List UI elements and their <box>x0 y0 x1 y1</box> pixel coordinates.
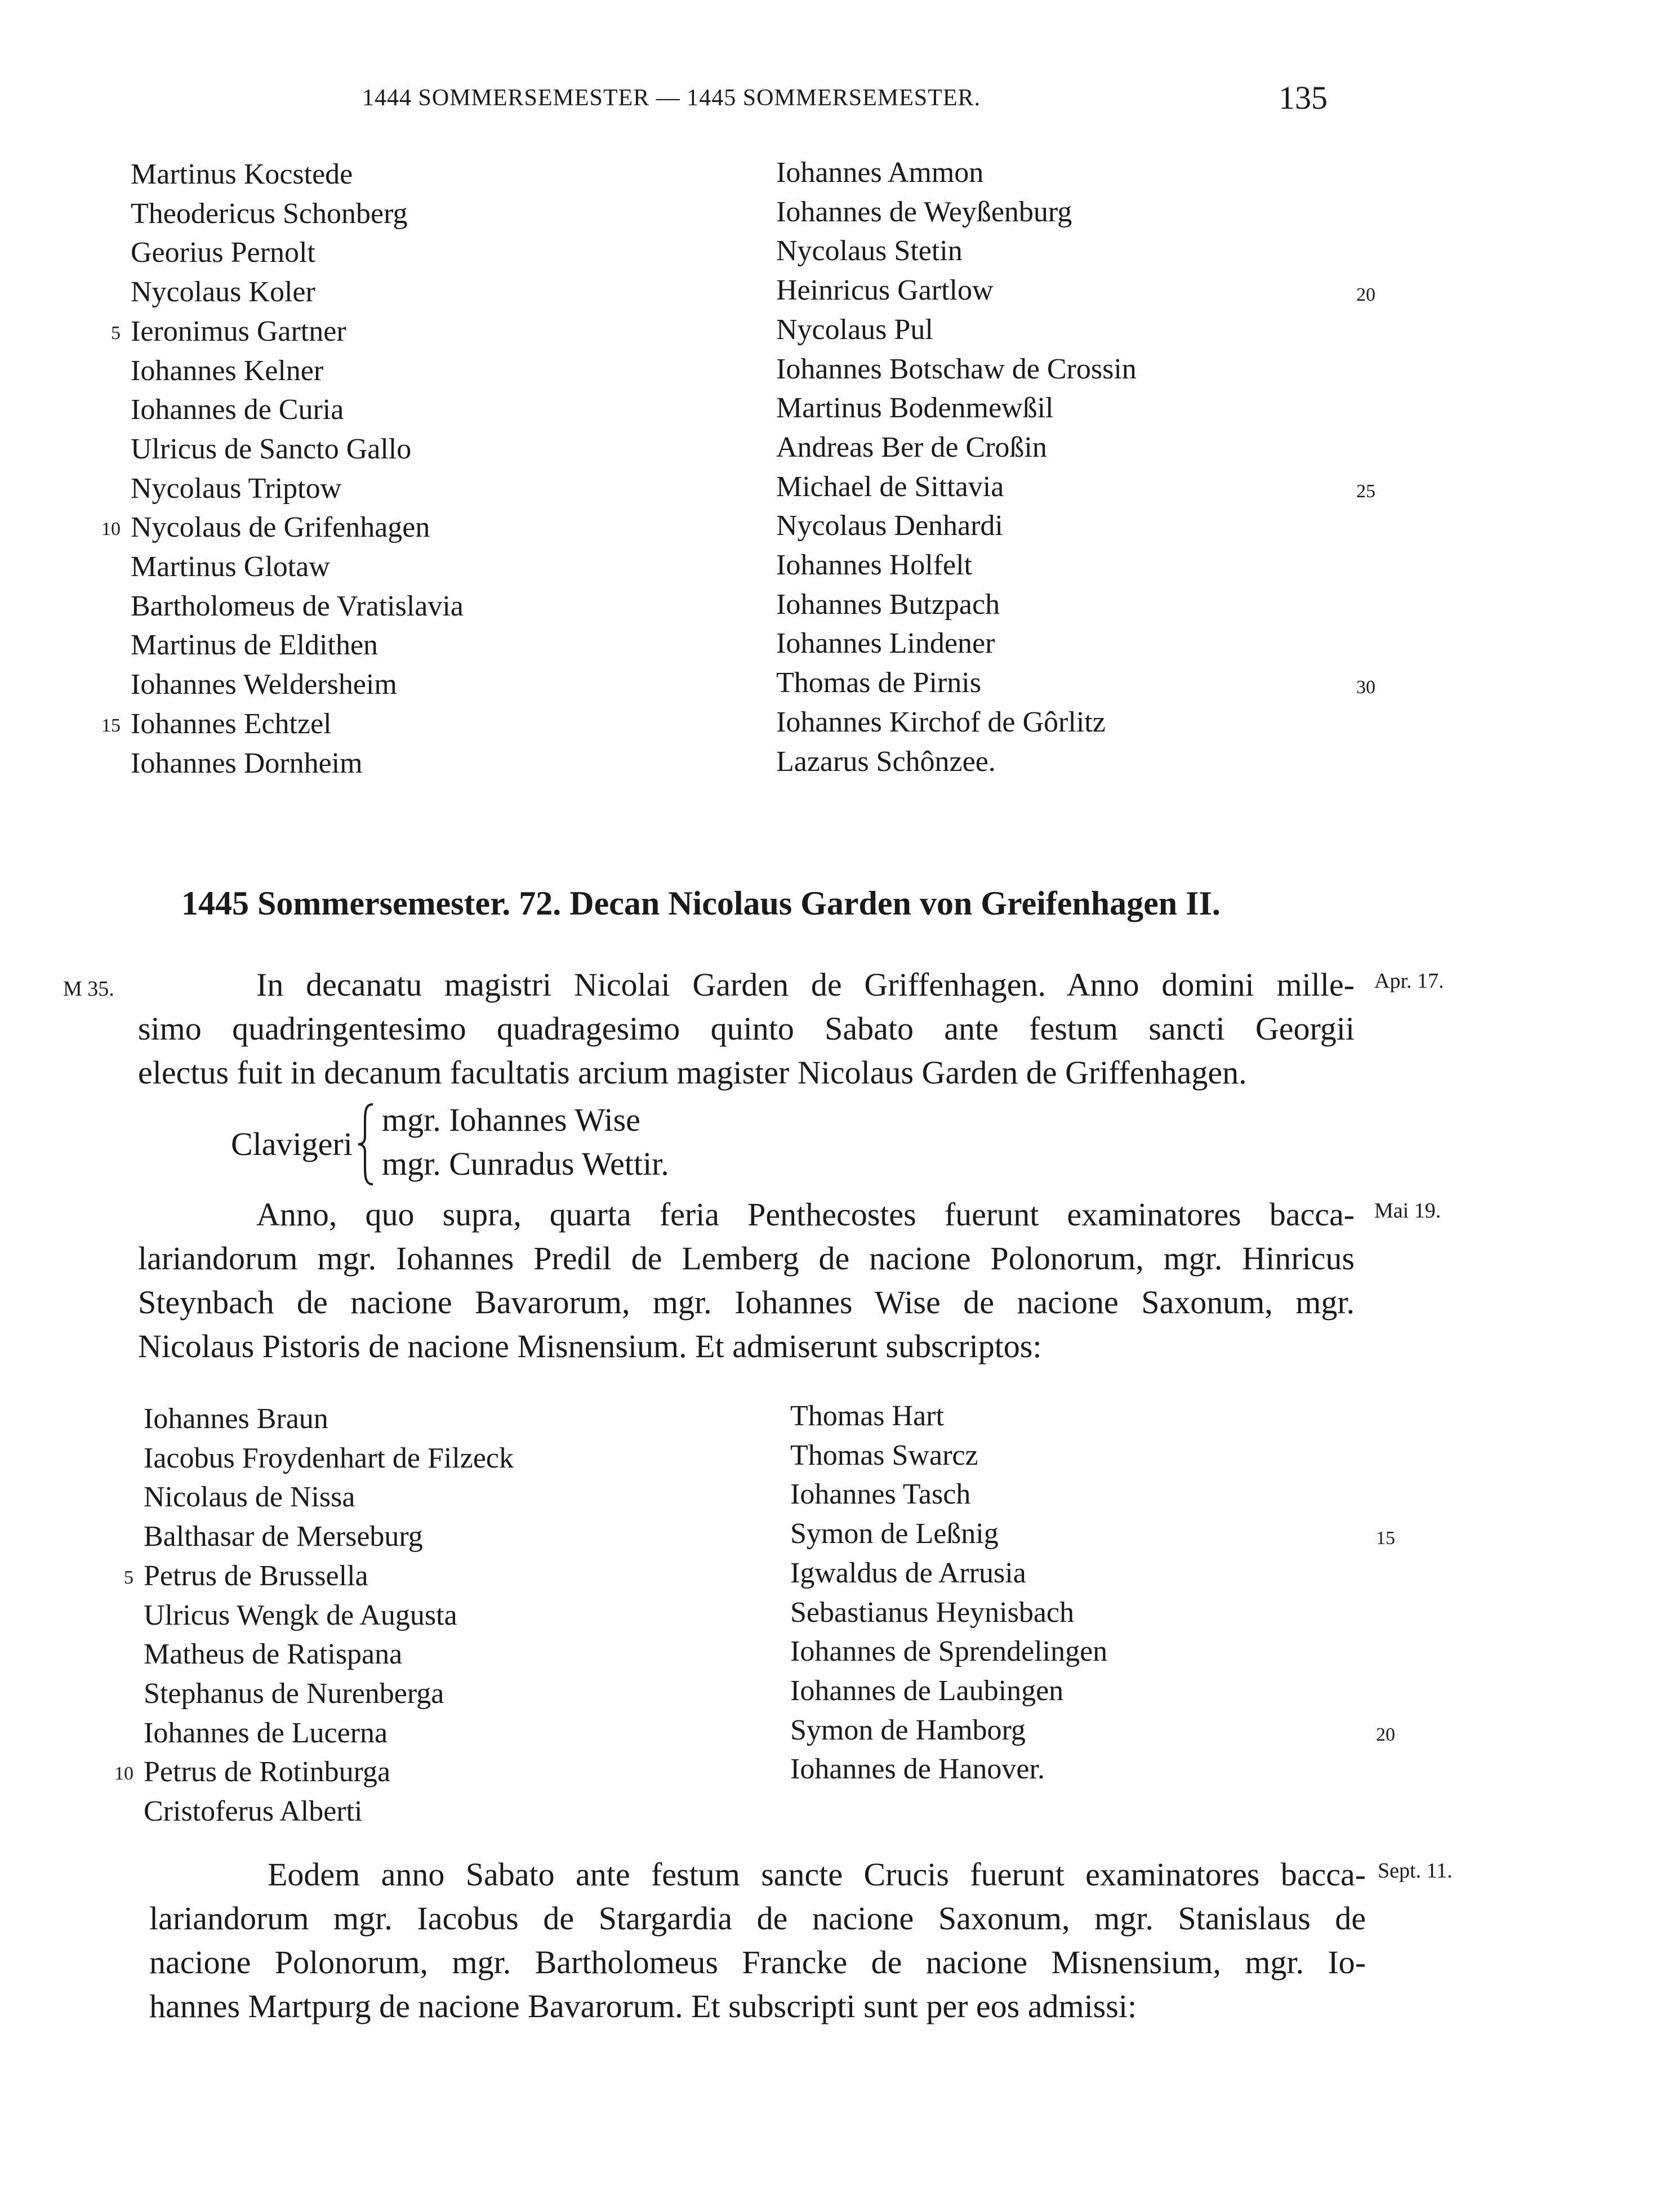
paragraph-line: hannes Martpurg de nacione Bavarorum. Et subscripti sunt per eos admissi: <box>149 1988 1137 2024</box>
name-text: Iohannes Kirchof de Gôrlitz <box>776 706 1106 738</box>
name-text: Nicolaus de Nissa <box>144 1481 355 1514</box>
name-text: Iohannes de Hanover. <box>790 1753 1045 1786</box>
list1-left-column <box>101 155 464 783</box>
line-number: 20 <box>1356 284 1375 306</box>
name-entry <box>144 1517 514 1557</box>
name-entry <box>790 1711 1395 1750</box>
name-text: Iohannes de Lucerna <box>144 1716 388 1749</box>
clavigeri-name: mgr. Cunradus Wettir. <box>382 1145 669 1182</box>
name-text: Balthasar de Merseburg <box>144 1520 423 1553</box>
paragraph-election <box>138 963 1355 1095</box>
name-text: Martinus Glotaw <box>131 551 330 583</box>
name-text: Ieronimus Gartner <box>131 315 346 347</box>
name-text: Nycolaus Denhardi <box>776 510 1003 542</box>
paragraph-line: Nicolaus Pistoris de nacione Misnensium. Et admiserunt subscriptos: <box>138 1328 1042 1364</box>
name-entry <box>790 1514 1395 1554</box>
name-text: Iohannes Lindener <box>776 627 995 660</box>
margin-date-apr: Apr. 17. <box>1374 969 1444 993</box>
name-text: Stephanus de Nurenberga <box>144 1677 444 1710</box>
name-text: Iacobus Froydenhart de Filzeck <box>144 1442 514 1474</box>
name-text: Nycolaus Pul <box>776 313 933 346</box>
paragraph-line: Eodem anno Sabato ante festum sancte Crucis fuerunt examinatores bacca- <box>268 1856 1366 1893</box>
list2-left-column <box>114 1399 514 1831</box>
name-text: Iohannes Echtzel <box>131 707 332 740</box>
list1-right-column <box>776 153 1375 781</box>
name-entry <box>776 663 1375 703</box>
name-text: Iohannes Holfelt <box>776 549 973 582</box>
name-text: Theodericus Schonberg <box>131 197 408 230</box>
name-text: Iohannes Dornheim <box>131 747 363 779</box>
name-entry <box>790 1671 1107 1711</box>
name-entry <box>131 665 464 704</box>
name-entry <box>776 153 1137 193</box>
name-entry <box>790 1593 1107 1633</box>
name-text: Nycolaus Stetin <box>776 235 963 267</box>
name-entry <box>776 310 1137 350</box>
clavigeri-label: Clavigeri <box>231 1126 353 1162</box>
name-entry <box>131 744 464 783</box>
name-entry <box>131 626 464 665</box>
name-entry <box>776 506 1137 546</box>
paragraph-line: electus fuit in decanum facultatis arcium magister Nicolaus Garden de Griffenhagen. <box>138 1054 1247 1091</box>
line-number: 20 <box>1376 1724 1395 1745</box>
name-text: Michael de Sittavia <box>776 470 1004 503</box>
line-number: 10 <box>101 519 121 540</box>
line-number: 15 <box>1376 1528 1395 1549</box>
paragraph-line: lariandorum mgr. Iohannes Predil de Lemberg de nacione Polonorum, mgr. Hinricus <box>138 1240 1355 1277</box>
name-text: Martinus Bodenmewßil <box>776 392 1054 425</box>
paragraph-line: Anno, quo supra, quarta feria Penthecostes fuerunt examinatores bacca- <box>256 1196 1355 1233</box>
name-text: Iohannes de Curia <box>131 394 344 426</box>
name-entry <box>776 467 1375 507</box>
name-entry <box>144 1478 514 1517</box>
name-text: Thomas Swarcz <box>790 1439 978 1471</box>
name-text: Martinus Kocstede <box>131 158 353 190</box>
name-text: Symon de Leßnig <box>790 1518 999 1550</box>
name-entry <box>790 1750 1107 1789</box>
name-entry <box>144 1792 514 1831</box>
name-entry <box>131 233 464 273</box>
name-text: Igwaldus de Arrusia <box>790 1557 1026 1589</box>
name-text: Iohannes Botschaw de Crossin <box>776 353 1137 385</box>
name-entry <box>111 312 464 351</box>
name-entry <box>790 1554 1107 1593</box>
line-number: 5 <box>111 322 121 344</box>
running-head: 1444 SOMMERSEMESTER — 1445 SOMMERSEMESTER. <box>362 85 981 111</box>
margin-date-sept: Sept. 11. <box>1378 1859 1453 1883</box>
clavigeri-name: mgr. Iohannes Wise <box>382 1101 640 1138</box>
paragraph-line: simo quadringentesimo quadragesimo quinto Sabato ante festum sancti Georgii <box>138 1010 1355 1047</box>
name-text: Ulricus Wengk de Augusta <box>144 1599 457 1631</box>
page-number: 135 <box>1279 79 1328 116</box>
name-entry <box>790 1397 1107 1436</box>
name-entry <box>131 587 464 626</box>
name-entry <box>124 1557 514 1596</box>
name-entry <box>144 1714 514 1753</box>
name-text: Ulricus de Sancto Gallo <box>131 432 412 465</box>
name-entry <box>776 428 1137 467</box>
name-entry <box>790 1632 1107 1671</box>
name-entry <box>144 1635 514 1674</box>
name-text: Iohannes de Sprendelingen <box>790 1635 1108 1668</box>
name-text: Sebastianus Heynisbach <box>790 1596 1075 1629</box>
name-text: Lazarus Schônzee. <box>776 745 996 778</box>
name-text: Iohannes de Weyßenburg <box>776 195 1072 228</box>
paragraph-examiners <box>138 1193 1355 1368</box>
name-entry <box>144 1596 514 1635</box>
name-text: Nycolaus de Grifenhagen <box>131 511 430 544</box>
name-entry <box>101 508 464 547</box>
name-entry <box>776 389 1137 428</box>
name-text: Matheus de Ratispana <box>144 1638 403 1671</box>
paragraph-line: lariandorum mgr. Iacobus de Stargardia de nacione Saxonum, mgr. Stanislaus de <box>149 1900 1366 1937</box>
name-text: Georius Pernolt <box>131 237 315 269</box>
name-entry <box>101 704 464 744</box>
name-entry <box>776 624 1137 663</box>
list2-right-column <box>790 1397 1395 1789</box>
paragraph-examiners-sept <box>149 1853 1366 2028</box>
paragraph-line: nacione Polonorum, mgr. Bartholomeus Francke de nacione Misnensium, mgr. Io- <box>149 1944 1366 1981</box>
line-number: 30 <box>1356 677 1375 698</box>
line-number: 15 <box>101 715 121 736</box>
name-entry <box>114 1752 514 1792</box>
name-text: Martinus de Eldithen <box>131 629 378 662</box>
name-entry <box>131 155 464 194</box>
name-text: Iohannes Kelner <box>131 354 324 387</box>
brace-icon <box>356 1102 376 1187</box>
section-title: 1445 Sommersemester. 72. Decan Nicolaus Garden von Greifenhagen II. <box>181 885 1221 922</box>
name-entry <box>776 271 1375 310</box>
name-text: Thomas Hart <box>790 1400 944 1432</box>
paragraph-line: In decanatu magistri Nicolai Garden de Griffenhagen. Anno domini mille- <box>256 966 1355 1003</box>
name-entry <box>144 1674 514 1714</box>
name-text: Symon de Hamborg <box>790 1714 1026 1746</box>
name-text: Iohannes de Laubingen <box>790 1674 1064 1707</box>
name-entry <box>776 703 1137 742</box>
name-entry <box>790 1475 1107 1514</box>
name-text: Bartholomeus de Vratislavia <box>131 590 464 622</box>
name-text: Thomas de Pirnis <box>776 667 981 699</box>
name-text: Nycolaus Koler <box>131 276 315 309</box>
name-text: Petrus de Rotinburga <box>144 1756 391 1789</box>
name-entry <box>776 585 1137 625</box>
name-text: Iohannes Braun <box>144 1403 328 1435</box>
name-entry <box>776 546 1137 585</box>
name-entry <box>776 742 1137 782</box>
name-text: Iohannes Ammon <box>776 157 984 189</box>
line-number: 5 <box>124 1567 133 1588</box>
name-entry <box>131 390 464 430</box>
name-entry <box>131 430 464 469</box>
name-text: Andreas Ber de Croßin <box>776 431 1047 463</box>
name-text: Iohannes Butzpach <box>776 588 1000 621</box>
name-text: Petrus de Brussella <box>144 1559 368 1592</box>
manuscript-reference: M 35. <box>63 977 114 1001</box>
name-entry <box>131 469 464 509</box>
name-entry <box>131 273 464 312</box>
name-text: Iohannes Weldersheim <box>131 668 397 701</box>
name-entry <box>131 351 464 391</box>
name-text: Nycolaus Triptow <box>131 472 342 505</box>
name-entry <box>131 194 464 234</box>
name-entry <box>776 231 1137 271</box>
name-entry <box>790 1436 1107 1475</box>
margin-date-mai: Mai 19. <box>1374 1199 1441 1223</box>
name-entry <box>131 547 464 587</box>
name-entry <box>144 1439 514 1478</box>
name-entry <box>776 350 1137 389</box>
name-text: Iohannes Tasch <box>790 1478 971 1511</box>
line-number: 25 <box>1356 480 1375 502</box>
name-text: Heinricus Gartlow <box>776 274 994 307</box>
name-text: Cristoferus Alberti <box>144 1795 363 1828</box>
line-number: 10 <box>114 1763 133 1785</box>
name-entry <box>144 1399 514 1439</box>
name-entry <box>776 193 1137 232</box>
paragraph-line: Steynbach de nacione Bavarorum, mgr. Iohannes Wise de nacione Saxonum, mgr. <box>138 1284 1355 1321</box>
